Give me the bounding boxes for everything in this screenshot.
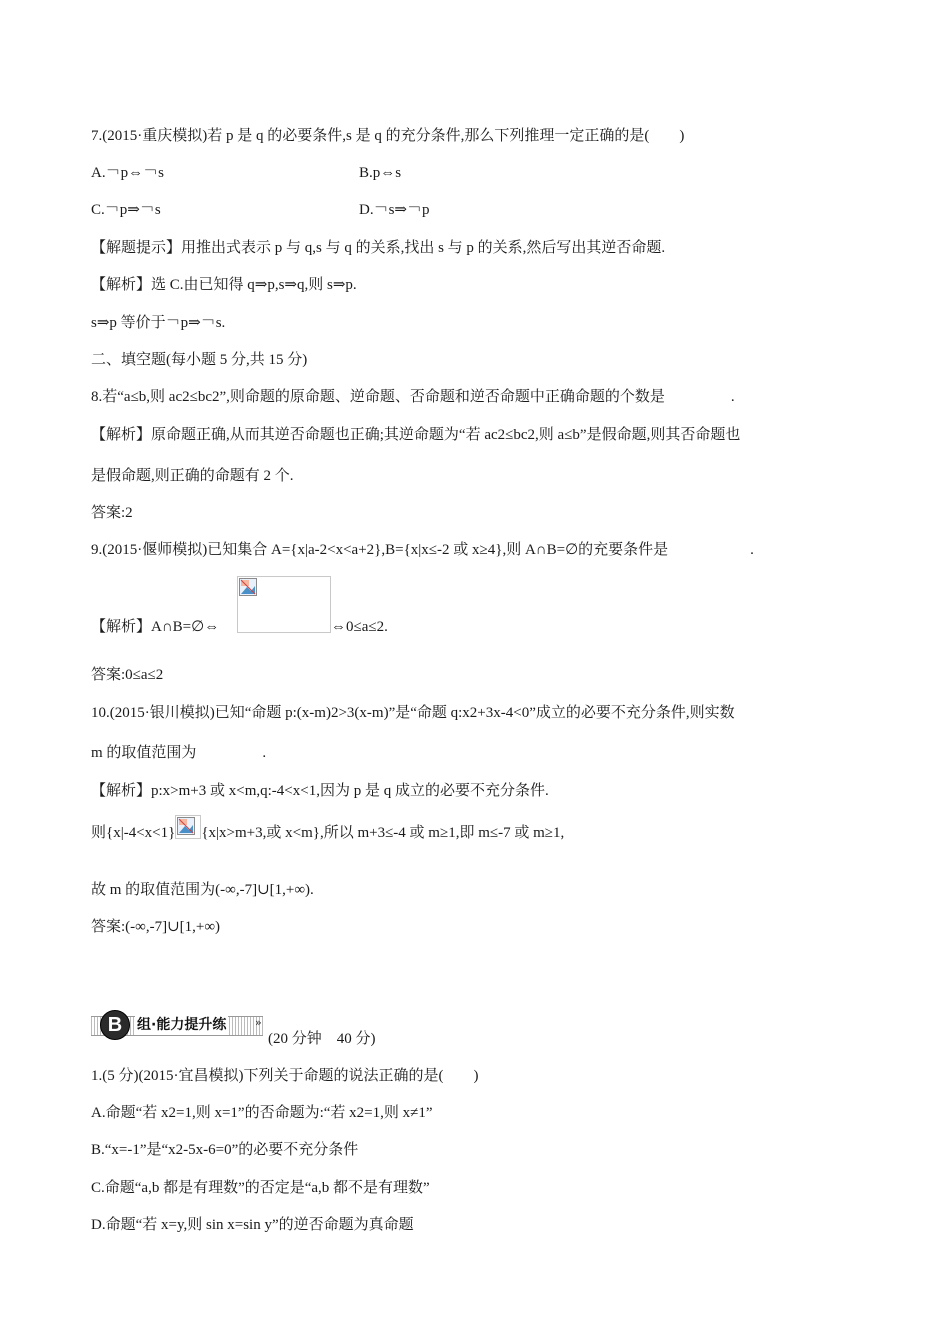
q7-option-a: A.￢p⇔￢s	[91, 165, 164, 181]
q8-stem-line	[91, 386, 735, 408]
q7-analysis-2: s⇒p 等价于￢p⇒￢s.	[91, 315, 226, 331]
q10-end: .	[262, 745, 267, 761]
subset-image	[175, 815, 201, 839]
q10-analysis-3: 故 m 的取值范围为(-∞,-7]∪[1,+∞).	[91, 882, 314, 898]
q7-option-d: D.￢s⇒￢p	[359, 202, 430, 218]
q10-analysis-2-post: {x|x>m+3,或 x<m},所以 m+3≤-4 或 m≥1,即 m≤-7 或 m≥1,	[201, 825, 565, 841]
q9-answer: 答案:0≤a≤2	[91, 667, 164, 683]
q7-analysis: 【解析】选 C.由已知得 q⇒p,s⇒q,则 s⇒p.	[91, 277, 357, 293]
q10-stem-2: m 的取值范围为	[91, 745, 197, 761]
q9-analysis-post: ⇔0≤a≤2.	[331, 619, 388, 635]
q9-end: .	[750, 542, 754, 558]
q7-option-b: B.p⇔s	[359, 165, 402, 181]
formula-image	[237, 576, 331, 633]
b1-option-c: C.命题“a,b 都是有理数”的否定是“a,b 都不是有理数”	[91, 1180, 430, 1196]
q9-analysis-pre: 【解析】A∩B=∅⇔	[91, 619, 220, 635]
q10-answer: 答案:(-∞,-7]∪[1,+∞)	[91, 919, 221, 935]
q8-stem: 8.若“a≤b,则 ac2≤bc2”,则命题的原命题、逆命题、否命题和逆否命题中正确命题的个数是	[91, 389, 665, 405]
q8-answer: 答案:2	[91, 505, 133, 521]
q10-analysis-1: 【解析】p:x>m+3 或 x<m,q:-4<x<1,因为 p 是 q 成立的必要不充分条件.	[91, 783, 549, 799]
b1-option-a: A.命题“若 x2=1,则 x=1”的否命题为:“若 x2=1,则 x≠1”	[91, 1105, 433, 1121]
b1-option-d: D.命题“若 x=y,则 sin x=sin y”的逆否命题为真命题	[91, 1217, 414, 1233]
q10-analysis-2-line	[91, 822, 564, 844]
q10-analysis-2-pre: 则{x|-4<x<1}	[91, 825, 176, 841]
group-label: 组·能力提升练	[137, 1017, 227, 1033]
q10-stem-2-line	[91, 742, 266, 764]
broken-image-icon	[177, 817, 195, 835]
q8-analysis-1: 【解析】原命题正确,从而其逆否命题也正确;其逆命题为“若 ac2≤bc2,则 a≤b”是假命题,则其否命题也	[91, 427, 741, 443]
b1-stem: 1.(5 分)(2015·宜昌模拟)下列关于命题的说法正确的是( )	[91, 1068, 479, 1084]
section-title: 二、填空题(每小题 5 分,共 15 分)	[91, 352, 308, 368]
q10-stem-1: 10.(2015·银川模拟)已知“命题 p:(x-m)2>3(x-m)”是“命题 q:x2+3x-4<0”成立的必要不充分条件,则实数	[91, 705, 735, 721]
group-time: (20 分钟 40 分)	[268, 1031, 376, 1047]
q7-options-row1	[91, 162, 164, 184]
q9-stem: 9.(2015·偃师模拟)已知集合 A={x|a-2<x<a+2},B={x|x≤-2 或 x≥4},则 A∩B=∅的充要条件是	[91, 542, 669, 558]
q9-stem-line	[91, 539, 754, 561]
broken-image-icon	[239, 578, 257, 596]
q7-stem: 7.(2015·重庆模拟)若 p 是 q 的必要条件,s 是 q 的充分条件,那么下列推理一定正确的是( )	[91, 128, 685, 144]
q8-end: .	[730, 389, 735, 405]
chevron-right-icon: »	[255, 1016, 262, 1029]
q7-hint: 【解题提示】用推出式表示 p 与 q,s 与 q 的关系,找出 s 与 p 的关系,然后写出其逆否命题.	[91, 240, 666, 256]
group-b-banner	[91, 1009, 271, 1039]
q7-option-c: C.￢p⇒￢s	[91, 202, 161, 218]
group-letter-badge: B	[100, 1010, 130, 1040]
q8-analysis-2: 是假命题,则正确的命题有 2 个.	[91, 468, 294, 484]
b1-option-b: B.“x=-1”是“x2-5x-6=0”的必要不充分条件	[91, 1142, 359, 1158]
